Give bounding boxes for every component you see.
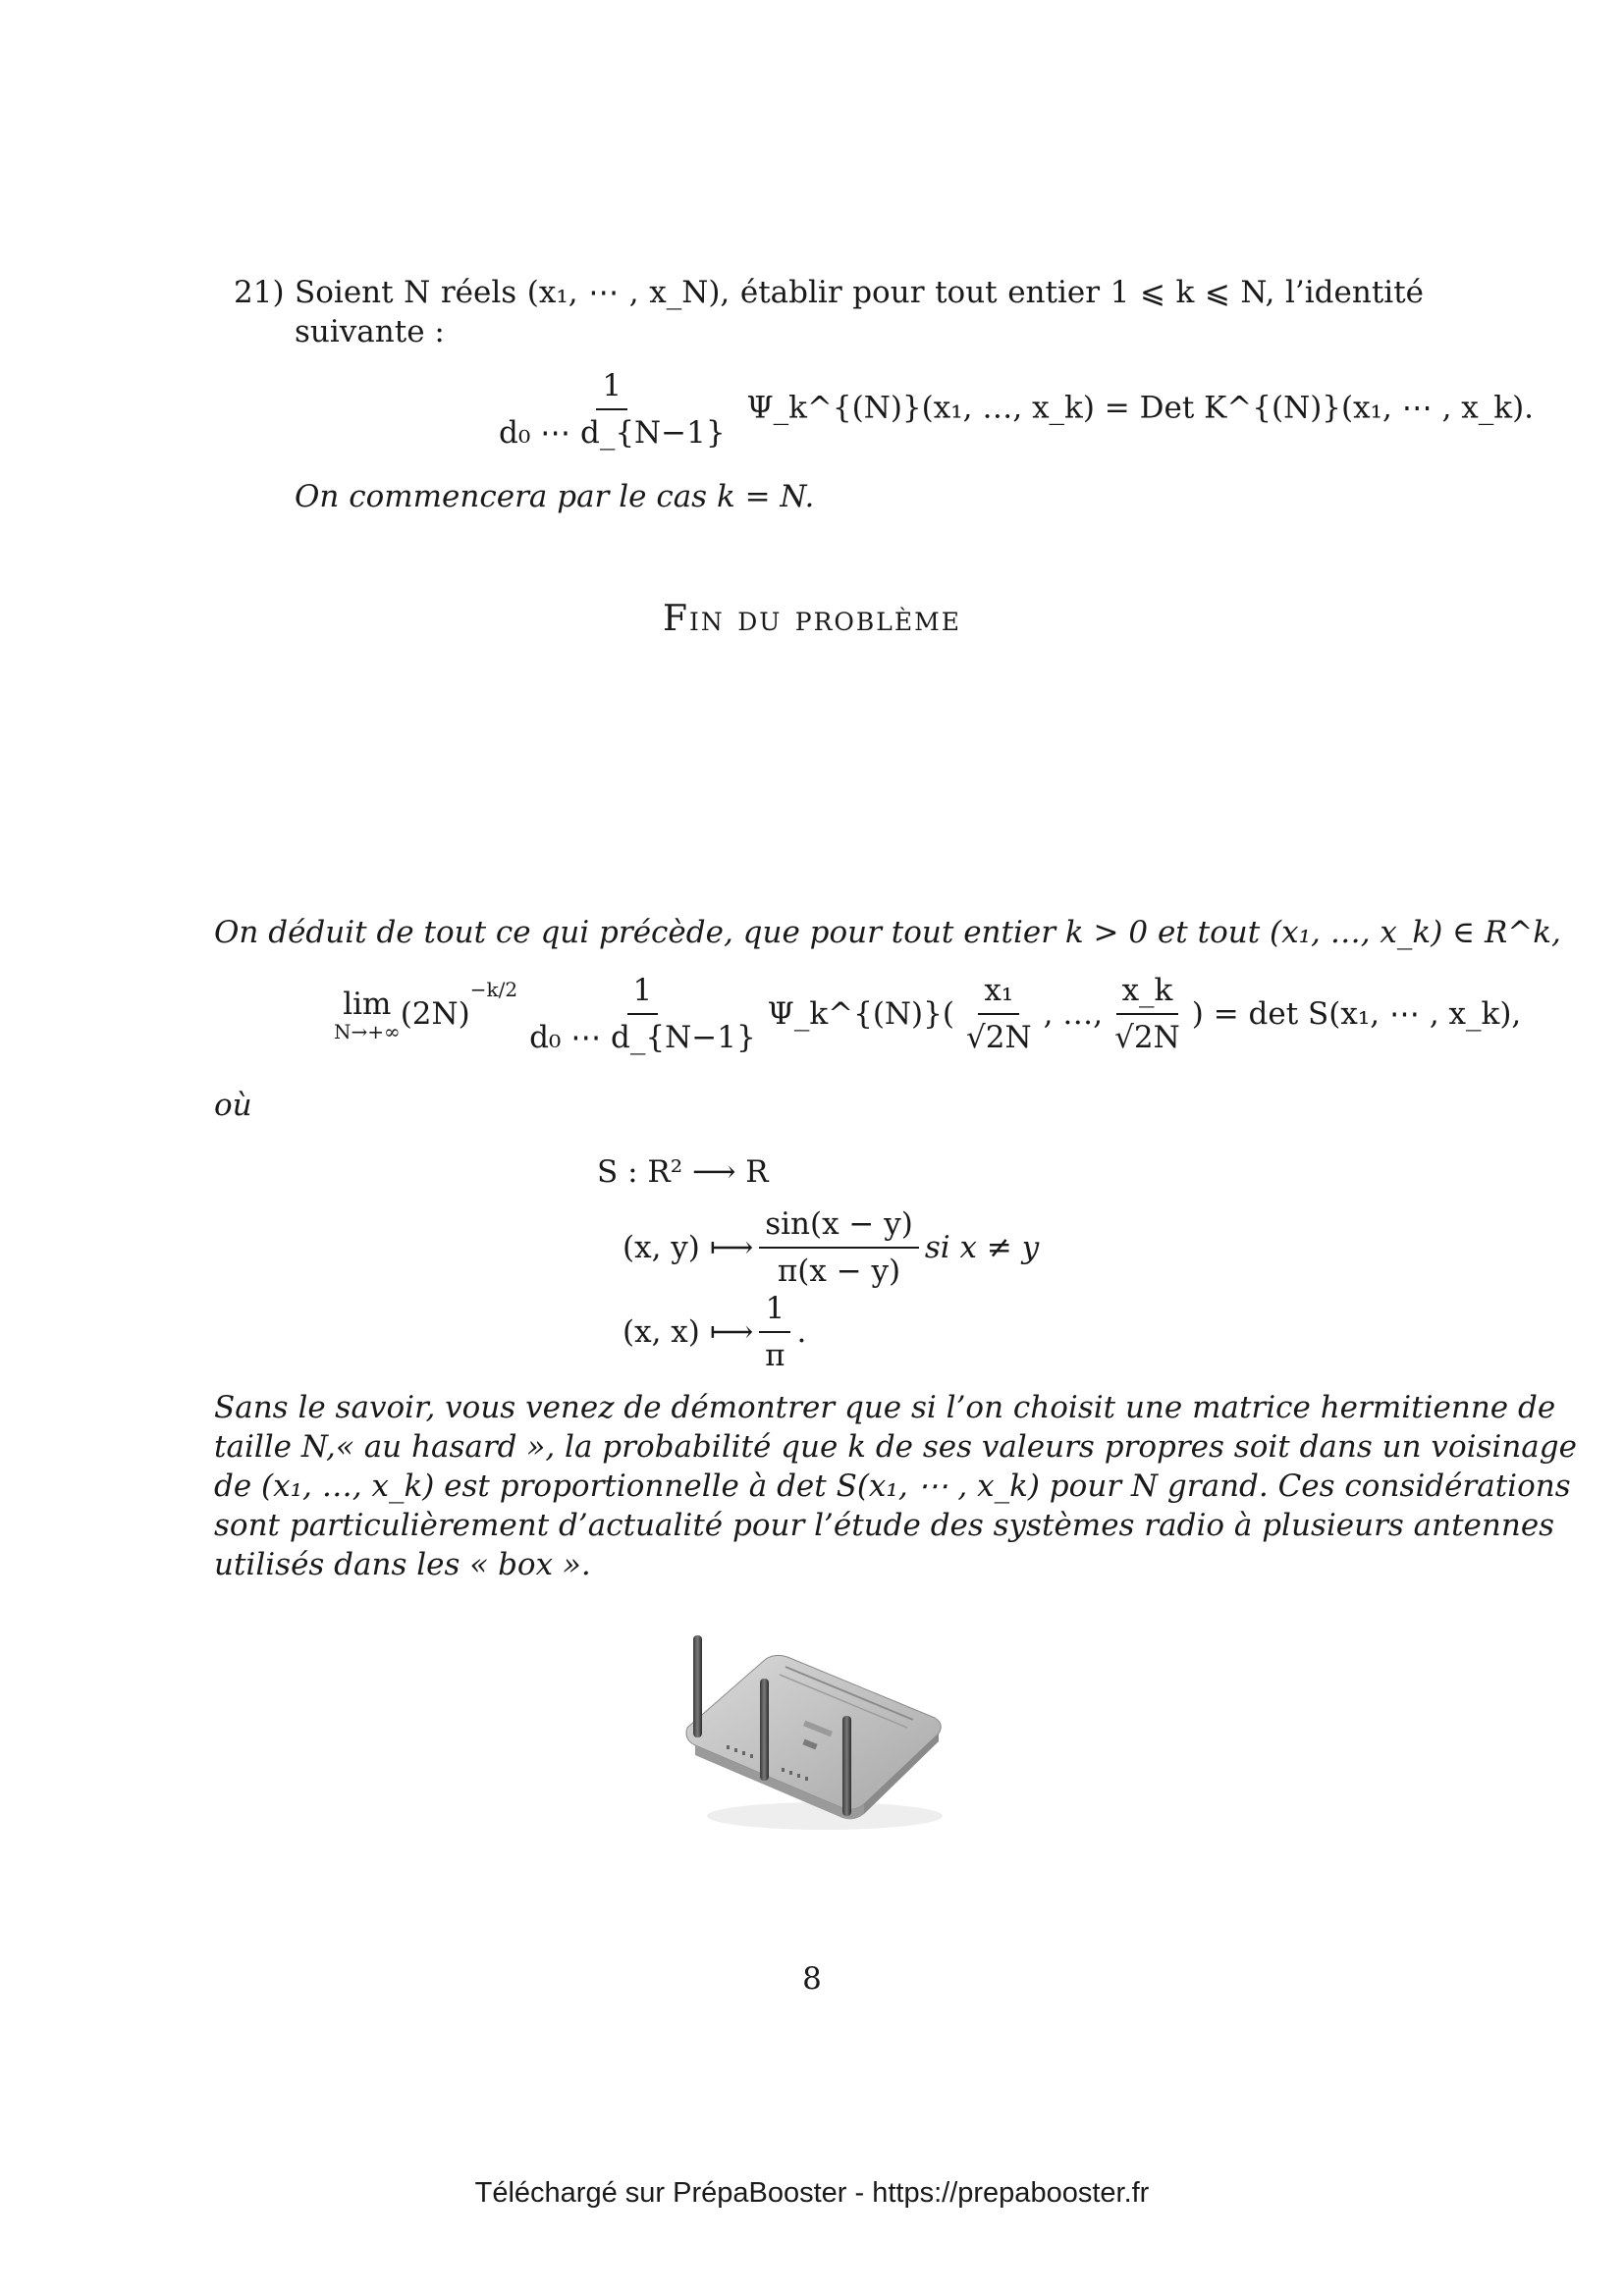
map-line-2-fraction — [759, 1205, 919, 1290]
question-number: 21) — [234, 275, 285, 310]
download-footer: Téléchargé sur PrépaBooster - https://prepabooster.fr — [474, 2177, 1150, 2209]
map-line-2 — [623, 1205, 1039, 1290]
limit-fraction-numerator: 1 — [627, 972, 659, 1015]
paragraph-line-5: utilisés dans les « box ». — [214, 1547, 591, 1582]
limit-exponent: −k/2 — [469, 978, 518, 1001]
limit-arg-last-denominator: √2N — [1114, 1020, 1180, 1055]
paragraph-line-3: de (x₁, …, x_k) est proportionnelle à det S(x₁, ⋯ , x_k) pour N grand. Ces considérations — [214, 1468, 1571, 1504]
limit-subscript: N→+∞ — [334, 1020, 401, 1043]
map-line-2-lhs: (x, y) ⟼ — [623, 1230, 754, 1265]
limit-arg-separator: , …, — [1043, 996, 1104, 1032]
end-of-problem-title: Fin du problème — [663, 599, 961, 639]
router-illustration — [677, 1620, 952, 1845]
limit-label: lim — [343, 987, 392, 1022]
limit-arg-first — [960, 972, 1038, 1056]
map-line-3-fraction — [759, 1290, 790, 1374]
map-line-2-numerator: sin(x − y) — [759, 1205, 919, 1249]
paragraph-line-4: sont particulièrement d’actualité pour l’étude des systèmes radio à plusieurs antennes — [214, 1508, 1555, 1543]
map-line-3 — [623, 1290, 806, 1374]
limit-operator — [334, 987, 401, 1041]
paragraph-line-1: Sans le savoir, vous venez de démontrer que si l’on choisit une matrice hermitienne de — [214, 1390, 1556, 1425]
limit-formula — [334, 972, 1521, 1056]
map-line-3-denominator: π — [765, 1338, 785, 1373]
page-number: 8 — [802, 1961, 822, 1997]
map-line-1: S : R² ⟶ R — [597, 1154, 769, 1190]
limit-rhs: ) = det S(x₁, ⋯ , x_k), — [1191, 996, 1522, 1032]
map-line-3-end: . — [796, 1314, 807, 1350]
limit-fraction-denominator: d₀ ⋯ d_{N−1} — [529, 1020, 756, 1055]
identity-fraction — [493, 367, 731, 452]
identity-rhs: Ψ_k^{(N)}(x₁, …, x_k) = Det K^{(N)}(x₁, ⋯ , x_k). — [746, 390, 1535, 426]
limit-arg-first-denominator: √2N — [965, 1020, 1032, 1055]
map-line-2-condition: si x ≠ y — [924, 1230, 1040, 1265]
limit-arg-last-numerator: x_k — [1116, 972, 1179, 1015]
limit-arg-first-numerator: x₁ — [978, 972, 1019, 1015]
remark-intro: On déduit de tout ce qui précède, que pour tout entier k > 0 et tout (x₁, …, x_k) ∈ R^k, — [214, 915, 1561, 950]
question-text-line1: Soient N réels (x₁, ⋯ , x_N), établir pour tout entier 1 ⩽ k ⩽ N, l’identité — [295, 275, 1424, 310]
map-line-3-numerator: 1 — [759, 1290, 790, 1333]
identity-fraction-numerator: 1 — [596, 367, 627, 410]
limit-arg-last — [1109, 972, 1186, 1056]
identity-formula — [487, 367, 1534, 452]
question-text-line2: suivante : — [295, 314, 445, 349]
map-line-2-denominator: π(x − y) — [777, 1254, 901, 1289]
limit-fraction — [523, 972, 762, 1056]
map-line-3-lhs: (x, x) ⟼ — [623, 1314, 754, 1350]
paragraph-line-2: taille N,« au hasard », la probabilité que k de ses valeurs propres soit dans un voisinage — [214, 1429, 1577, 1465]
identity-fraction-denominator: d₀ ⋯ d_{N−1} — [499, 415, 726, 451]
limit-prefactor: (2N) — [400, 996, 470, 1032]
router-svg — [677, 1620, 952, 1845]
question-hint: On commencera par le cas k = N. — [295, 479, 815, 514]
limit-psi: Ψ_k^{(N)}( — [767, 996, 954, 1032]
remark-ou: où — [214, 1088, 252, 1123]
